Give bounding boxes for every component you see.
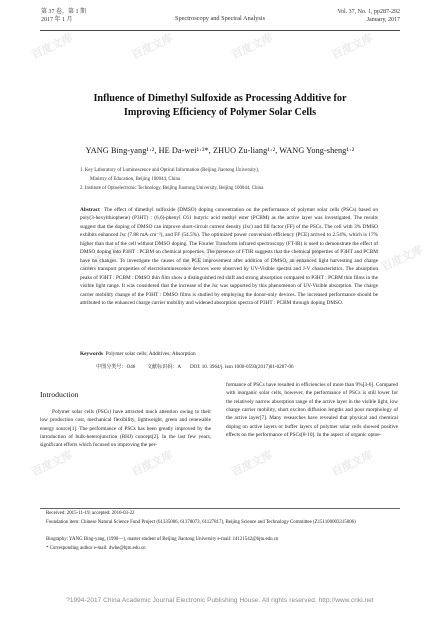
header-date-en: January, 2017 <box>366 16 400 23</box>
header-rule <box>40 30 400 31</box>
watermark: 百度文库 <box>79 244 125 274</box>
footnote-corresponding: * Corresponding author e-mail: dwhe@bjtu.edu.cn <box>46 546 146 551</box>
section-heading-introduction: Introduction <box>40 390 79 399</box>
watermark: 百度文库 <box>329 32 375 62</box>
watermark: 百度文库 <box>29 449 75 479</box>
keywords-text: Polymer solar cells; Additives; Absorption <box>105 351 196 357</box>
footnote-rule <box>40 508 400 509</box>
paper-title <box>40 92 400 120</box>
running-header <box>0 9 440 35</box>
copyright-footer: ?1994-2017 China Academic Journal Electronic Publishing House. All rights reserved. http://www.cnki.net <box>66 597 374 604</box>
doi: DOI: 10. 3964/j. issn 1000-0593(2017)01-0287-06 <box>189 364 294 370</box>
watermark: 百度文库 <box>129 32 175 62</box>
watermark: 百度文库 <box>29 32 75 62</box>
header-vol-cn: 第 37 卷，第 1 期 <box>41 9 87 15</box>
watermark: 百度文库 <box>379 244 425 274</box>
intro-left-column: Polymer solar cells (PSCs) have attracted much attention owing to their low production cost, mechanical flexibility, lightweight, green and renewable energy source[1]. The performance of PSCs has been greatly improved by the introduction of bulk-heterojunction (BHJ) concept[2]. In the last few years, significant efforts which focused on improving the per- <box>40 409 211 449</box>
watermark: 百度文库 <box>279 244 325 274</box>
document-code: 文献标识码：A <box>146 364 182 370</box>
intro-right-column: formance of PSCs have resulted in efficiencies of more than 9%[3-6]. Compared with inorganic solar cells, however, the performance of PSCs is still lower for the relatively narrow absorption range of the active layer in the visible light, low charge carrier mobility, short exciton diffusion lengths and poor morphology of the active layer[7]. Many researches have revealed that physical and chemical doping on active layers or buffer layers of polymer solar cells showed positive effects on the performance of PSCs[8-10]. In the aspect of organic optoe- <box>226 382 398 439</box>
abstract <box>80 206 378 307</box>
footnote-received: Received: 2015-11-19; accepted: 2016-03-22 <box>46 511 135 516</box>
watermark: 百度文库 <box>129 449 175 479</box>
keywords-label: Keywords <box>80 351 103 357</box>
header-vol-en: Vol. 37, No. 1, pp287-292 <box>337 9 400 15</box>
header-volume-en <box>337 9 400 24</box>
footnote-foundation: Foundation item: Chinese Natural Science Fund Project (61335006, 61378073, 61127817), Beijing Science and Technology Committee (Z151100003315006) <box>46 520 356 525</box>
affiliation-2: 2. Institute of Optoelectronic Technology, Beijing Jiaotong University, Beijing 100044, China <box>80 186 264 191</box>
header-journal: Spectroscopy and Spectral Analysis <box>174 15 266 22</box>
clc-number: 中图分类号：O46 <box>96 364 136 370</box>
abstract-label: Abstract <box>80 207 100 213</box>
watermark: 百度文库 <box>229 32 275 62</box>
watermark: 百度文库 <box>229 449 275 479</box>
affiliation-1-cont: Ministry of Education, Beijing 100044, China <box>90 177 181 182</box>
title-line-2: Improving Efficiency of Polymer Solar Cells <box>123 107 317 118</box>
classification-line <box>96 363 386 370</box>
keywords <box>80 351 378 357</box>
header-year-cn: 2017 年 1 月 <box>41 16 73 23</box>
abstract-text: The effect of dimethyl sulfoxide (DMSO) doping concentration on the performance of polymer solar cells (PSCs) based on poly(3-hexylthiophene) (P3HT) : (6,6)-phenyl C61 butyric acid methyl ester (PCBM) as the active layer was investigated. The results suggest that the doping of DMSO can improve short-circuit current density (Jsc) and fill factor (FF) of the PSCs. The cell with 3% DMSO exhibits enhanced Jsc (7.88 mA·cm⁻²), and FF (54.5%). The optimized power conversion efficiency (PCE) arrived to 2.54%, which is 17% higher than that of the cell without DMSO doping. The Fourier Transform infrared spectroscopy (FT-IR) is used to demonstrate the effect of DMSO doping into P3HT : PCBM on chemical properties. The presence of FTIR suggests that the chemical properties of P3HT and PCBM have no changes. To investigate the causes of the PCE improvement after addition of DMSO, an enhanced light harvesting and charge carriers transport properties of electroluminescence devices were observed by UV-Visible spectra and J-V characteristics. The absorption peaks of P3HT : PCBM : DMSO thin film show a distinguished red shift and strong absorption compared to P3HT : PCBM thin films in the visible light range. It was considered that the increase of the Jsc was supported by this phenomenon of UV-Visible absorption. The charge carrier mobility change of the P3HT : DMSO films is studied by employing the donor-only devices. The increased performance should be attributed to the enhanced charge carrier mobility and widened absorption spectra of P3HT : PCBM through doping DMSO. <box>80 207 378 306</box>
title-line-1: Influence of Dimethyl Sulfoxide as Processing Additive for <box>93 93 347 104</box>
watermark: 百度文库 <box>329 449 375 479</box>
footnote-biography: Biography: YANG Bing-yang, (1990—), master student of Beijing Jiaotong University e-mail: 14121542@bjtu.edu.cn <box>46 537 279 542</box>
affiliation-1: 1. Key Laboratory of Luminescence and Optical Information (Beijing Jiaotong University), <box>80 168 260 173</box>
author-list: YANG Bing-yang¹·², HE Da-wei¹·²*, ZHUO Zu-liang¹·², WANG Yong-sheng¹·² <box>85 146 355 155</box>
affiliations <box>80 166 380 193</box>
watermark: 百度文库 <box>179 244 225 274</box>
